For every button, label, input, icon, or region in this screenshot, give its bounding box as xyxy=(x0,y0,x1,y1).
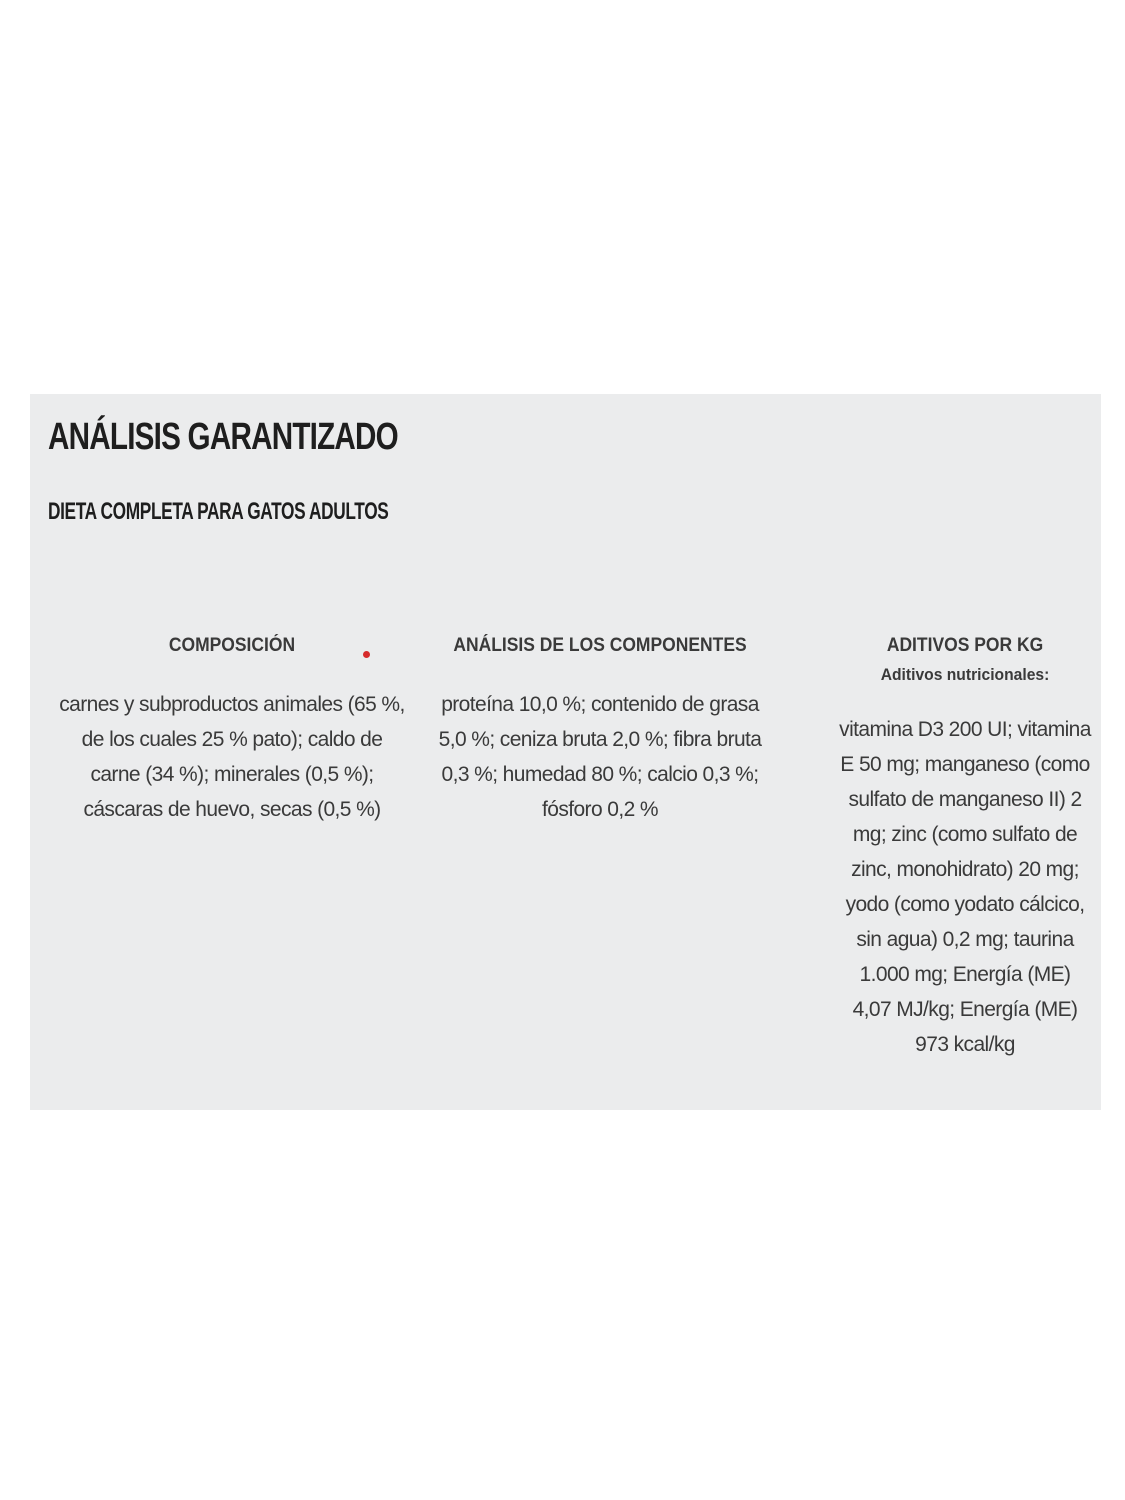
guaranteed-analysis-panel xyxy=(30,394,1101,1110)
composition-text: carnes y subproductos animales (65 %, de los cuales 25 % pato); caldo de carne (34 %); minerales (0,5 %); cáscaras de huevo, secas (0,5 %) xyxy=(59,693,405,821)
components-analysis-heading: ANÁLISIS DE LOS COMPONENTES xyxy=(453,635,747,656)
components-analysis-column xyxy=(426,634,774,827)
composition-heading: COMPOSICIÓN xyxy=(168,635,296,656)
additives-heading: ADITIVOS POR KG xyxy=(886,635,1044,656)
page-subtitle: DIETA COMPLETA PARA GATOS ADULTOS xyxy=(48,498,389,525)
components-analysis-text: proteína 10,0 %; contenido de grasa 5,0 %; ceniza bruta 2,0 %; fibra bruta 0,3 %; humedad 80 %; calcio 0,3 %; fósforo 0,2 % xyxy=(438,693,762,821)
additives-column xyxy=(838,634,1092,1062)
page-title: ANÁLISIS GARANTIZADO xyxy=(48,416,398,458)
composition-column xyxy=(58,634,406,827)
additives-text: vitamina D3 200 UI; vitamina E 50 mg; manganeso (como sulfato de manganeso II) 2 mg; zinc (como sulfato de zinc, monohidrato) 20 mg; yodo (como yodato cálcico, sin agua) 0,2 mg; taurina 1.000 mg; Energía (ME) 4,07 MJ/kg; Energía (ME) 973 kcal/kg xyxy=(839,718,1091,1056)
nutritional-additives-subheading: Aditivos nutricionales: xyxy=(880,665,1050,684)
